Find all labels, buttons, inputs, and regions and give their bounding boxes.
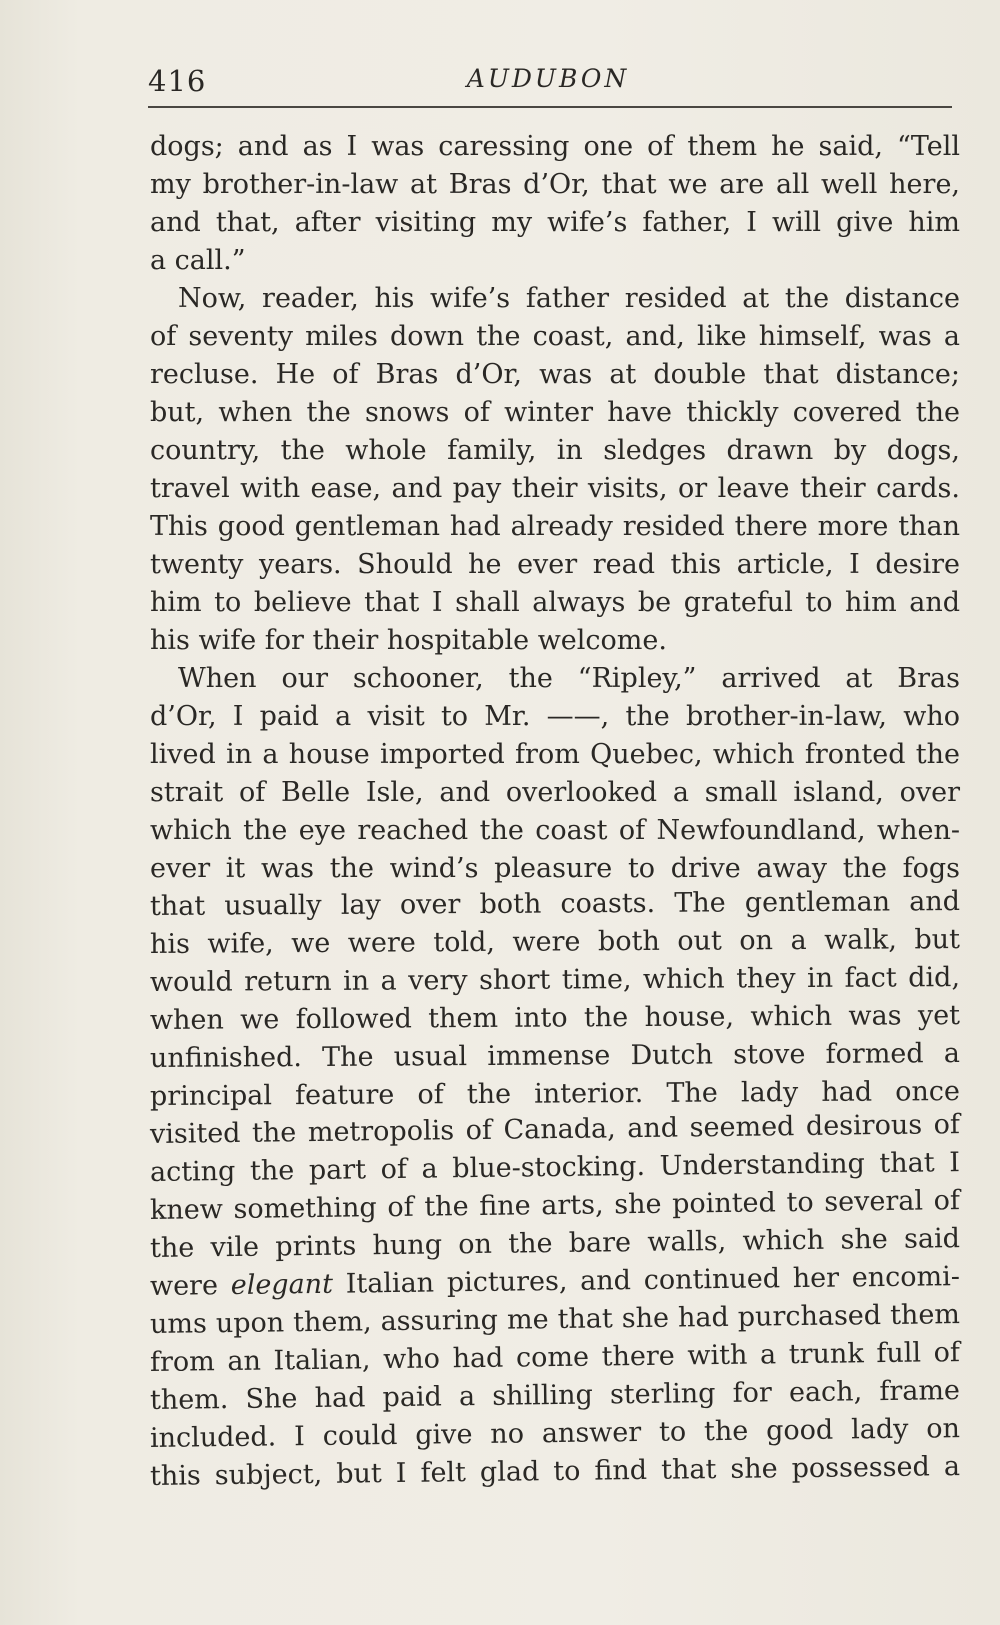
body-text bbox=[150, 128, 960, 1496]
text-line: and that, after visiting my wife’s father, I will give him bbox=[150, 207, 960, 238]
text-line: ums upon them, assuring me that she had purchased them bbox=[149, 1299, 961, 1340]
header-rule bbox=[148, 106, 952, 108]
text-line: which the eye reached the coast of Newfoundland, when- bbox=[150, 815, 960, 846]
text-line: a call.” bbox=[150, 245, 246, 276]
text-line: recluse. He of Bras d’Or, was at double that distance; bbox=[150, 359, 960, 390]
text-line: Now, reader, his wife’s father resided at the distance bbox=[178, 283, 960, 314]
text-line: this subject, but I felt glad to find that she possessed a bbox=[149, 1451, 961, 1492]
text-line: when we followed them into the house, which was yet bbox=[149, 1000, 961, 1036]
text-line: visited the metropolis of Canada, and seemed desirous of bbox=[149, 1109, 961, 1150]
text-line-rest: Italian pictures, and continued her encomi- bbox=[345, 1261, 961, 1300]
text-line: principal feature of the interior. The lady had once bbox=[149, 1076, 961, 1112]
text-line: the vile prints hung on the bare walls, which she said bbox=[149, 1223, 961, 1264]
text-line: strait of Belle Isle, and overlooked a small island, over bbox=[150, 777, 960, 808]
text-line: but, when the snows of winter have thickly covered the bbox=[150, 397, 960, 428]
text-line: lived in a house imported from Quebec, which fronted the bbox=[150, 739, 960, 770]
running-head: AUDUBON bbox=[466, 64, 630, 93]
text-line: When our schooner, the “Ripley,” arrived at Bras bbox=[178, 663, 960, 694]
text-line: of seventy miles down the coast, and, like himself, was a bbox=[150, 321, 960, 352]
text-line: his wife, we were told, were both out on a walk, but bbox=[149, 924, 961, 960]
text-line: him to believe that I shall always be grateful to him and bbox=[150, 587, 960, 618]
text-line: that usually lay over both coasts. The gentleman and bbox=[149, 886, 961, 922]
text-line: acting the part of a blue-stocking. Understanding that I bbox=[149, 1147, 961, 1188]
text-line: twenty years. Should he ever read this article, I desire bbox=[150, 549, 960, 580]
text-line: travel with ease, and pay their visits, or leave their cards. bbox=[150, 473, 960, 504]
text-line: them. She had paid a shilling sterling for each, frame bbox=[149, 1375, 961, 1416]
page-header bbox=[148, 60, 948, 104]
text-line: unfinished. The usual immense Dutch stove formed a bbox=[149, 1038, 961, 1074]
text-line: d’Or, I paid a visit to Mr. ——, the brother-in-law, who bbox=[150, 701, 960, 732]
text-line: country, the whole family, in sledges drawn by dogs, bbox=[150, 435, 960, 466]
text-line: knew something of the fine arts, she pointed to several of bbox=[149, 1185, 961, 1226]
page-number: 416 bbox=[148, 64, 207, 98]
text-line: included. I could give no answer to the good lady on bbox=[149, 1413, 961, 1454]
text-line: from an Italian, who had come there with a trunk full of bbox=[149, 1337, 961, 1378]
text-word: were bbox=[149, 1270, 219, 1302]
emphasized-word: elegant bbox=[230, 1268, 334, 1302]
text-line: ever it was the wind’s pleasure to drive away the fogs bbox=[150, 853, 960, 884]
text-line: his wife for their hospitable welcome. bbox=[150, 625, 667, 656]
text-line: This good gentleman had already resided there more than bbox=[150, 511, 960, 542]
text-line: would return in a very short time, which they in fact did, bbox=[149, 962, 961, 998]
text-line: dogs; and as I was caressing one of them he said, “Tell bbox=[150, 131, 960, 162]
text-line: my brother-in-law at Bras d’Or, that we are all well here, bbox=[150, 169, 960, 200]
